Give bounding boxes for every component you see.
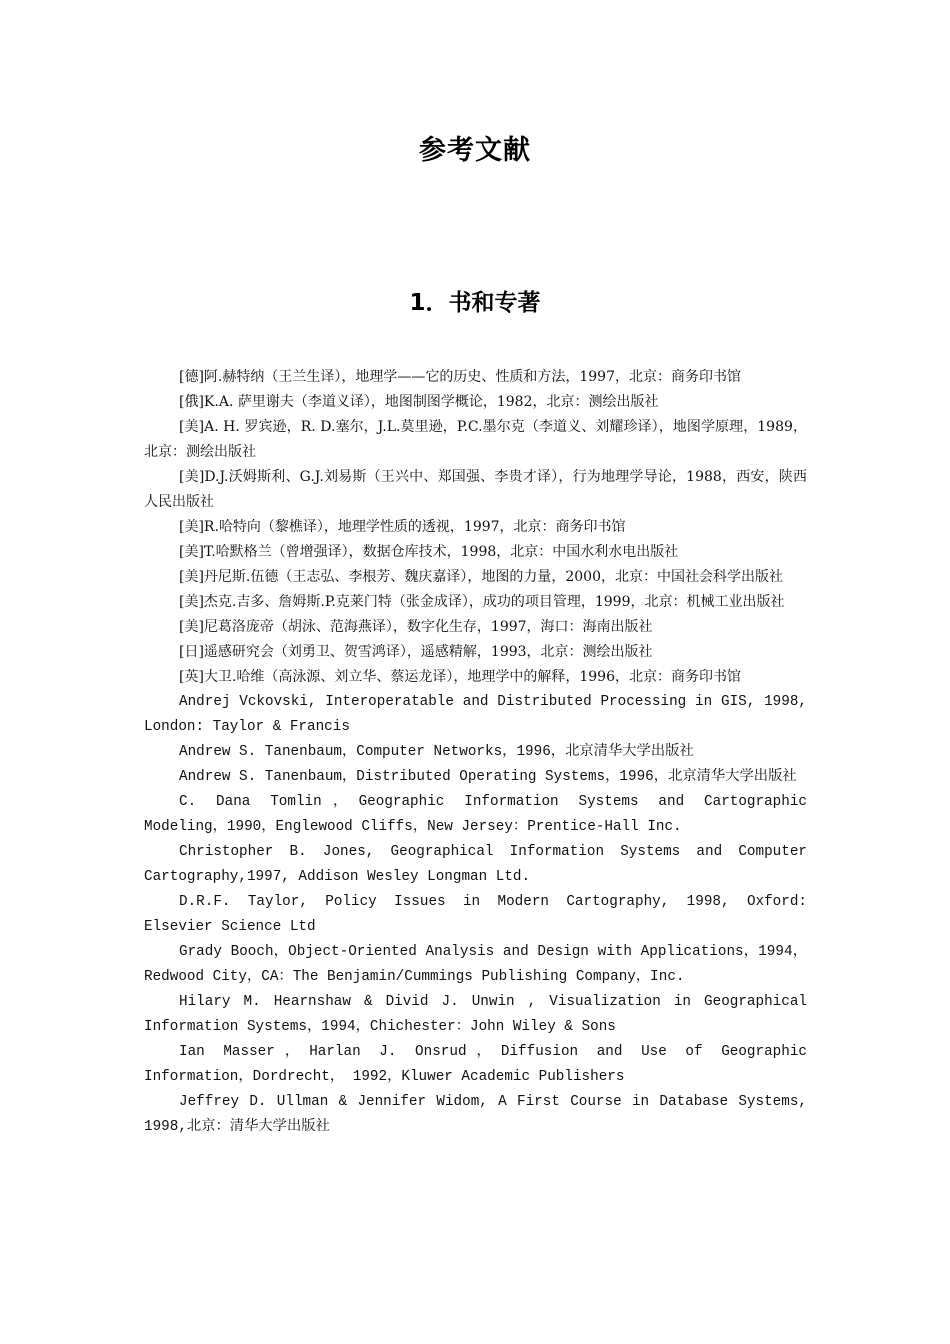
reference-entry: [俄]K.A. 萨里谢夫（李道义译），地图制图学概论，1982，北京：测绘出版社 — [179, 394, 659, 410]
reference-entry: Jeffrey D. Ullman & Jennifer Widom, A First Course in Database Systems, 1998,北京：清华大学出版社 — [144, 1094, 807, 1135]
reference-entry: D.R.F. Taylor, Policy Issues in Modern Cartography, 1998, Oxford: Elsevier Science Ltd — [144, 894, 807, 935]
reference-entry: [美]D.J.沃姆斯利、G.J.刘易斯（王兴中、郑国强、李贵才译），行为地理学导论，1988，西安，陕西人民出版社 — [144, 469, 807, 510]
reference-entry: Ian Masser，Harlan J. Onsrud，Diffusion and Use of Geographic Information，Dordrecht， 1992，Kluwer Academic Publishers — [144, 1044, 807, 1085]
reference-entry: C. Dana Tomlin，Geographic Information Systems and Cartographic Modeling，1990，Englewood Cliffs，New Jersey：Prentice-Hall Inc. — [144, 794, 807, 835]
reference-entry: Andrew S. Tanenbaum，Distributed Operating Systems，1996，北京清华大学出版社 — [179, 769, 797, 785]
reference-entry: [德]阿.赫特纳（王兰生译），地理学——它的历史、性质和方法，1997，北京：商务印书馆 — [179, 369, 742, 385]
reference-entry: [英]大卫.哈维（高泳源、刘立华、蔡运龙译），地理学中的解释，1996，北京：商务印书馆 — [179, 669, 742, 685]
reference-entry: [日]遥感研究会（刘勇卫、贺雪鸿译），遥感精解，1993，北京：测绘出版社 — [179, 644, 653, 660]
reference-entry: Grady Booch，Object-Oriented Analysis and Design with Applications，1994，Redwood City，CA：The Benjamin/Cummings Publishing Company，Inc. — [144, 944, 807, 985]
reference-entry: [美]A. H. 罗宾逊，R. D.塞尔，J.L.莫里逊，P.C.墨尔克（李道义、刘耀珍译），地图学原理，1989，北京：测绘出版社 — [144, 419, 807, 460]
reference-entry: Andrew S. Tanenbaum，Computer Networks，1996，北京清华大学出版社 — [179, 744, 694, 760]
reference-entry: Andrej Vckovski, Interoperatable and Distributed Processing in GIS, 1998, London: Taylor & Francis — [144, 694, 807, 735]
reference-entry: [美]T.哈默格兰（曾增强译），数据仓库技术，1998，北京：中国水利水电出版社 — [179, 544, 679, 560]
reference-entry: Hilary M. Hearnshaw & Divid J. Unwin , Visualization in Geographical Information Systems，1994，Chichester：John Wiley & Sons — [144, 994, 807, 1035]
reference-entry: [美]R.哈特向（黎樵译），地理学性质的透视，1997，北京：商务印书馆 — [179, 519, 626, 535]
page-title: 参考文献 — [419, 135, 531, 166]
section-title: 1．书和专著 — [409, 290, 541, 316]
reference-entry: Christopher B. Jones, Geographical Information Systems and Computer Cartography,1997, Addison Wesley Longman Ltd. — [144, 844, 807, 885]
reference-entry: [美]丹尼斯.伍德（王志弘、李根芳、魏庆嘉译），地图的力量，2000，北京：中国社会科学出版社 — [179, 569, 784, 585]
reference-list — [144, 365, 807, 1140]
reference-entry: [美]尼葛洛庞帝（胡泳、范海燕译），数字化生存，1997，海口：海南出版社 — [179, 619, 653, 635]
reference-entry: [美]杰克.吉多、詹姆斯.P.克莱门特（张金成译），成功的项目管理，1999，北京：机械工业出版社 — [179, 594, 785, 610]
